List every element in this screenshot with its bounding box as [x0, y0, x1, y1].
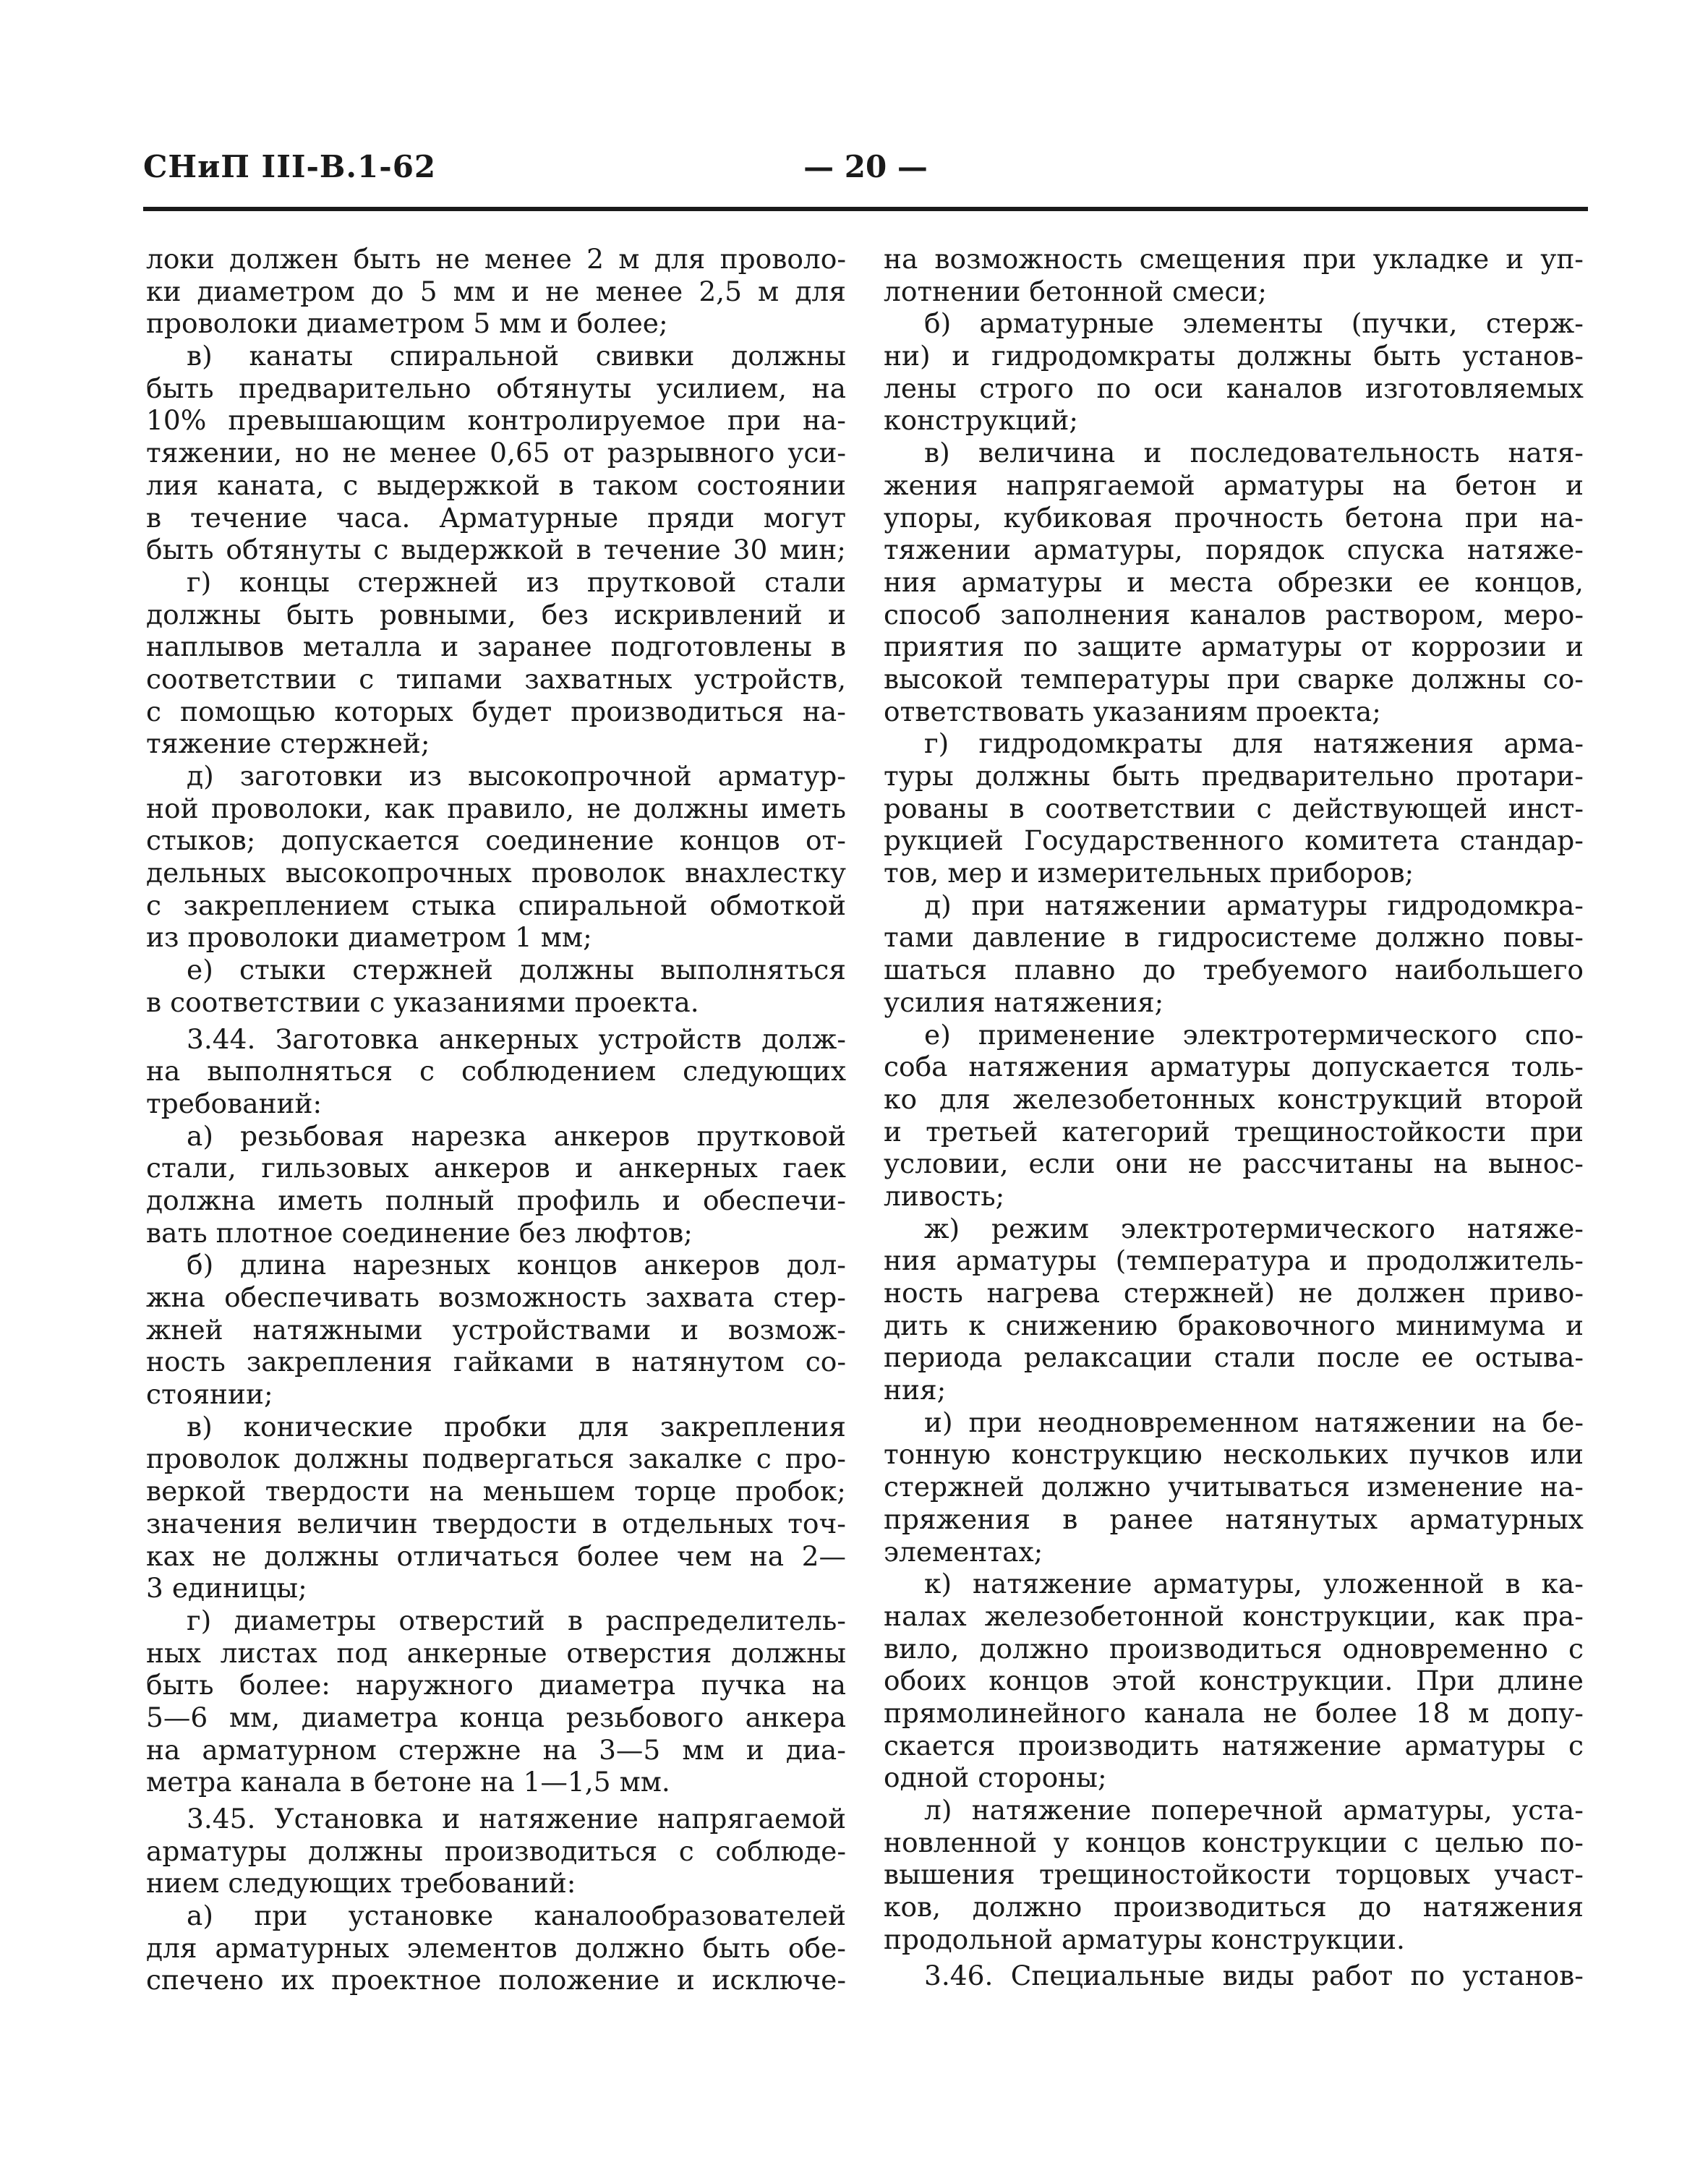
document-code: СНиП III-В.1-62	[143, 149, 437, 184]
text-line: рукцией Государственного комитета стандар-	[884, 824, 1584, 857]
text-line: ков, должно производиться до натяжения	[884, 1891, 1584, 1923]
text-line: проволоки диаметром 5 мм и более;	[146, 307, 668, 340]
text-line: прямолинейного канала не более 18 м допу-	[884, 1696, 1584, 1729]
text-line: значения величин твердости в отдельных точ-	[146, 1507, 846, 1539]
text-line: ния;	[884, 1374, 947, 1406]
text-line: 10% превышающим контролируемое при на-	[146, 404, 846, 437]
text-line: дельных высокопрочных проволок внахлестку	[146, 857, 846, 889]
text-line: в течение часа. Арматурные пряди могут	[146, 501, 846, 534]
text-line: ж) режим электротермического натяже-	[924, 1212, 1584, 1244]
left-column	[146, 243, 846, 1996]
text-line: проволок должны подвергаться закалке с про-	[146, 1443, 846, 1475]
text-line: а) при установке каналообразователей	[187, 1900, 846, 1932]
text-line: продольной арматуры конструкции.	[884, 1923, 1405, 1955]
text-line: веркой твердости на меньшем торце пробок;	[146, 1475, 846, 1508]
text-line: наплывов металла и заранее подготовлены в	[146, 631, 846, 663]
text-line: скается производить натяжение арматуры с	[884, 1729, 1584, 1761]
text-line: соба натяжения арматуры допускается толь-	[884, 1051, 1584, 1083]
text-line: упоры, кубиковая прочность бетона при на-	[884, 501, 1584, 534]
text-line: шаться плавно до требуемого наибольшего	[884, 954, 1584, 986]
text-line: а) резьбовая нарезка анкеров прутковой	[187, 1119, 846, 1152]
text-line: элементах;	[884, 1535, 1043, 1568]
text-line: новленной у концов конструкции с целью по-	[884, 1826, 1584, 1858]
text-line: обоих концов этой конструкции. При длине	[884, 1665, 1584, 1697]
text-line: дить к снижению браковочного минимума и	[884, 1309, 1584, 1341]
text-line: 3 единицы;	[146, 1572, 307, 1605]
text-line: требований:	[146, 1087, 323, 1119]
text-line: на арматурном стержне на 3—5 мм и диа-	[146, 1733, 846, 1766]
text-line: 3.44. Заготовка анкерных устройств долж-	[187, 1022, 846, 1055]
page-header	[143, 149, 1588, 192]
text-line: л) натяжение поперечной арматуры, уста-	[924, 1794, 1584, 1826]
text-line: должны быть ровными, без искривлений и	[146, 598, 846, 631]
text-line: с помощью которых будет производиться на-	[146, 695, 846, 727]
text-line: метра канала в бетоне на 1—1,5 мм.	[146, 1766, 670, 1798]
text-line: периода релаксации стали после ее остыва-	[884, 1341, 1584, 1374]
text-line: 5—6 мм, диаметра конца резьбового анкера	[146, 1701, 846, 1733]
text-line: ливость;	[884, 1179, 1005, 1212]
text-line: спечено их проектное положение и исключе-	[146, 1964, 846, 1996]
text-line: рованы в соответствии с действующей инст-	[884, 792, 1584, 824]
text-line: и третьей категорий трещиностойкости при	[884, 1115, 1584, 1148]
text-line: соответствии с типами захватных устройств,	[146, 662, 846, 695]
text-line: в) величина и последовательность натя-	[924, 437, 1584, 469]
text-line: ках не должны отличаться более чем на 2—	[146, 1539, 846, 1572]
text-line: тяжении арматуры, порядок спуска натяже-	[884, 534, 1584, 566]
header-rule	[143, 207, 1588, 211]
text-line: стали, гильзовых анкеров и анкерных гаек	[146, 1152, 846, 1184]
text-line: для арматурных элементов должно быть обе-	[146, 1931, 846, 1964]
text-line: ни) и гидродомкраты должны быть установ-	[884, 340, 1584, 372]
text-line: ность нагрева стержней) не должен приво-	[884, 1277, 1584, 1309]
text-line: тонную конструкцию нескольких пучков или	[884, 1438, 1584, 1471]
text-line: туры должны быть предварительно протари-	[884, 760, 1584, 792]
text-line: е) применение электротермического спо-	[924, 1018, 1584, 1051]
text-line: вать плотное соединение без люфтов;	[146, 1216, 693, 1249]
text-line: пряжения в ранее натянутых арматурных	[884, 1503, 1584, 1535]
text-line: жней натяжными устройствами и возмож-	[146, 1313, 846, 1346]
text-line: лотнении бетонной смеси;	[884, 275, 1267, 307]
text-line: г) диаметры отверстий в распределитель-	[187, 1604, 846, 1636]
text-line: высокой температуры при сварке должны со-	[884, 662, 1584, 695]
text-line: конструкций;	[884, 404, 1079, 437]
page-number: — 20 —	[803, 149, 928, 184]
text-line: налах железобетонной конструкции, как пра-	[884, 1600, 1584, 1632]
text-line: способ заполнения каналов раствором, меро-	[884, 598, 1584, 631]
text-line: в) конические пробки для закрепления	[187, 1410, 846, 1443]
text-line: быть предварительно обтянуты усилием, на	[146, 372, 846, 404]
text-line: и) при неодновременном натяжении на бе-	[924, 1406, 1584, 1438]
text-line: ния арматуры (температура и продолжитель-	[884, 1244, 1584, 1277]
text-line: ния арматуры и места обрезки ее концов,	[884, 565, 1584, 598]
text-line: стыков; допускается соединение концов от-	[146, 824, 846, 857]
text-line: вышения трещиностойкости торцовых участ-	[884, 1858, 1584, 1891]
text-line: б) длина нарезных концов анкеров дол-	[187, 1249, 846, 1281]
text-line: условии, если они не рассчитаны на вынос-	[884, 1148, 1584, 1180]
text-line: вило, должно производиться одновременно с	[884, 1632, 1584, 1665]
right-column	[884, 243, 1584, 1992]
text-line: стоянии;	[146, 1378, 273, 1411]
text-line: на возможность смещения при укладке и уп-	[884, 243, 1584, 275]
text-line: жения напрягаемой арматуры на бетон и	[884, 469, 1584, 501]
text-line: 3.45. Установка и натяжение напрягаемой	[187, 1803, 846, 1835]
text-line: г) концы стержней из прутковой стали	[187, 565, 846, 598]
text-line: д) заготовки из высокопрочной арматур-	[187, 760, 846, 792]
text-line: е) стыки стержней должны выполняться	[187, 954, 846, 986]
text-line: приятия по защите арматуры от коррозии и	[884, 631, 1584, 663]
text-line: нием следующих требований:	[146, 1867, 576, 1900]
text-line: в соответствии с указаниями проекта.	[146, 986, 699, 1018]
text-line: стержней должно учитываться изменение на-	[884, 1471, 1584, 1503]
text-line: тов, мер и измерительных приборов;	[884, 857, 1414, 889]
text-line: быть более: наружного диаметра пучка на	[146, 1669, 846, 1701]
text-line: лены строго по оси каналов изготовляемых	[884, 372, 1584, 404]
text-line: ность закрепления гайками в натянутом со-	[146, 1346, 846, 1378]
text-line: ко для железобетонных конструкций второй	[884, 1082, 1584, 1115]
text-line: арматуры должны производиться с соблюде-	[146, 1835, 846, 1867]
text-line: в) канаты спиральной свивки должны	[187, 340, 846, 372]
text-line: ответствовать указаниям проекта;	[884, 695, 1381, 727]
text-line: б) арматурные элементы (пучки, стерж-	[924, 307, 1584, 340]
text-line: д) при натяжении арматуры гидродомкра-	[924, 889, 1584, 921]
text-line: жна обеспечивать возможность захвата стер-	[146, 1281, 846, 1313]
text-line: тами давление в гидросистеме должно повы-	[884, 921, 1584, 954]
text-line: ки диаметром до 5 мм и не менее 2,5 м для	[146, 275, 846, 307]
text-line: из проволоки диаметром 1 мм;	[146, 921, 592, 954]
text-line: одной стороны;	[884, 1761, 1107, 1794]
text-line: локи должен быть не менее 2 м для проволо-	[146, 243, 846, 275]
text-line: на выполняться с соблюдением следующих	[146, 1055, 846, 1088]
text-line: усилия натяжения;	[884, 986, 1164, 1018]
text-line: ных листах под анкерные отверстия должны	[146, 1636, 846, 1669]
text-line: тяжение стержней;	[146, 727, 430, 760]
text-line: 3.46. Специальные виды работ по установ-	[924, 1960, 1584, 1992]
text-line: должна иметь полный профиль и обеспечи-	[146, 1184, 846, 1216]
text-line: быть обтянуты с выдержкой в течение 30 мин;	[146, 534, 846, 566]
text-line: к) натяжение арматуры, уложенной в ка-	[924, 1568, 1584, 1600]
text-line: лия каната, с выдержкой в таком состоянии	[146, 469, 846, 501]
text-line: тяжении, но не менее 0,65 от разрывного уси-	[146, 437, 846, 469]
text-line: г) гидродомкраты для натяжения арма-	[924, 727, 1584, 760]
text-line: с закреплением стыка спиральной обмоткой	[146, 889, 846, 921]
text-line: ной проволоки, как правило, не должны иметь	[146, 792, 846, 824]
